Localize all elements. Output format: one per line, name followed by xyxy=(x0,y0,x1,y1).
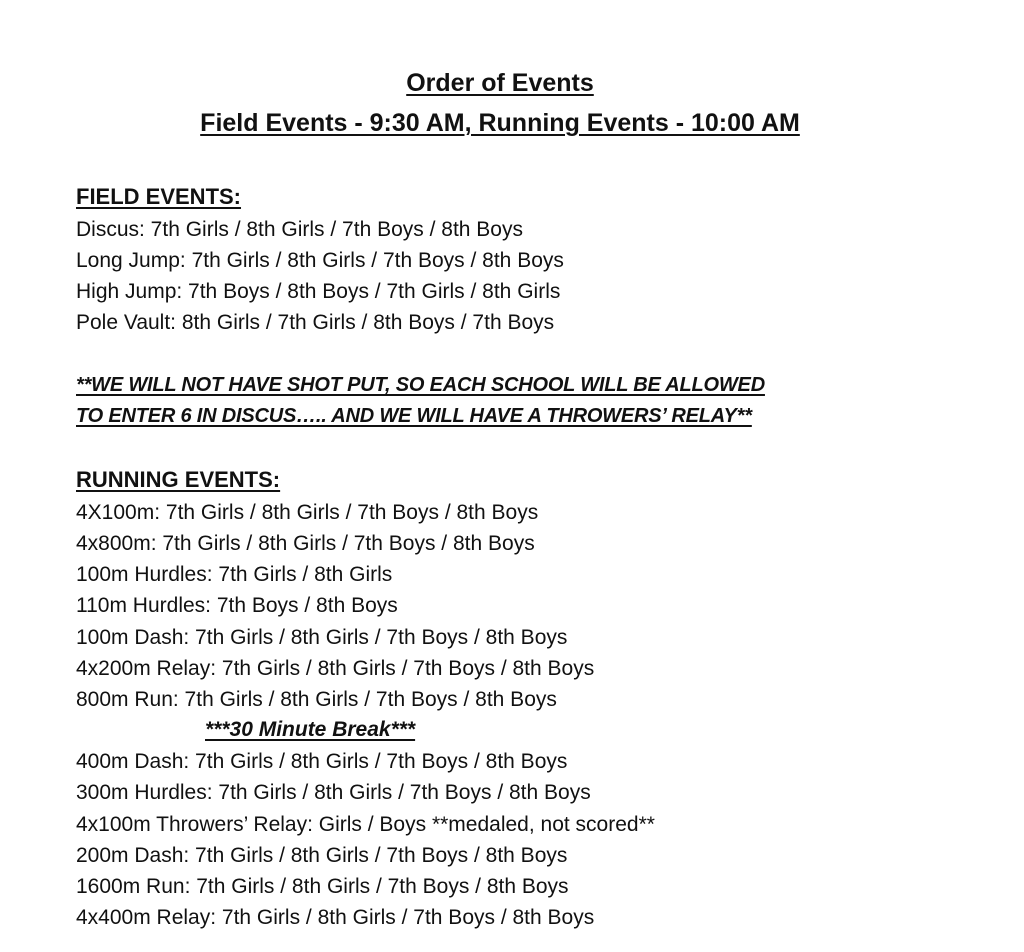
break-label: ***30 Minute Break*** xyxy=(205,718,416,741)
running-event-300m-hurdles: 300m Hurdles: 7th Girls / 8th Girls / 7th Boys / 8th Boys xyxy=(76,781,591,804)
running-event-100m-dash: 100m Dash: 7th Girls / 8th Girls / 7th Boys / 8th Boys xyxy=(76,626,568,649)
running-event-400m-dash: 400m Dash: 7th Girls / 8th Girls / 7th Boys / 8th Boys xyxy=(76,750,568,773)
running-event-4x200-relay: 4x200m Relay: 7th Girls / 8th Girls / 7th Boys / 8th Boys xyxy=(76,657,595,680)
field-events-heading: FIELD EVENTS: xyxy=(76,184,242,209)
running-event-4x400-relay: 4x400m Relay: 7th Girls / 8th Girls / 7th Boys / 8th Boys xyxy=(76,906,595,929)
field-event-pole-vault: Pole Vault: 8th Girls / 7th Girls / 8th Boys / 7th Boys xyxy=(76,311,555,334)
running-event-110m-hurdles: 110m Hurdles: 7th Boys / 8th Boys xyxy=(76,594,398,617)
field-event-long-jump: Long Jump: 7th Girls / 8th Girls / 7th Boys / 8th Boys xyxy=(76,249,564,272)
field-event-high-jump: High Jump: 7th Boys / 8th Boys / 7th Girls / 8th Girls xyxy=(76,280,561,303)
running-event-800m-run: 800m Run: 7th Girls / 8th Girls / 7th Boys / 8th Boys xyxy=(76,688,557,711)
shot-put-note-line-1: **WE WILL NOT HAVE SHOT PUT, SO EACH SCHOOL WILL BE ALLOWED xyxy=(76,374,765,396)
running-event-100m-hurdles: 100m Hurdles: 7th Girls / 8th Girls xyxy=(76,563,393,586)
shot-put-note-line-2: TO ENTER 6 IN DISCUS….. AND WE WILL HAVE A THROWERS’ RELAY** xyxy=(76,405,752,427)
running-event-throwers-relay: 4x100m Throwers’ Relay: Girls / Boys **medaled, not scored** xyxy=(76,813,655,836)
running-events-heading: RUNNING EVENTS: xyxy=(76,467,281,492)
running-event-200m-dash: 200m Dash: 7th Girls / 8th Girls / 7th Boys / 8th Boys xyxy=(76,844,568,867)
page-subtitle: Field Events - 9:30 AM, Running Events - 10:00 AM xyxy=(200,109,800,137)
page-title: Order of Events xyxy=(406,69,594,97)
running-event-1600m-run: 1600m Run: 7th Girls / 8th Girls / 7th Boys / 8th Boys xyxy=(76,875,569,898)
running-event-4x800: 4x800m: 7th Girls / 8th Girls / 7th Boys / 8th Boys xyxy=(76,532,535,555)
field-event-discus: Discus: 7th Girls / 8th Girls / 7th Boys / 8th Boys xyxy=(76,218,523,241)
running-event-4x100: 4X100m: 7th Girls / 8th Girls / 7th Boys / 8th Boys xyxy=(76,501,539,524)
